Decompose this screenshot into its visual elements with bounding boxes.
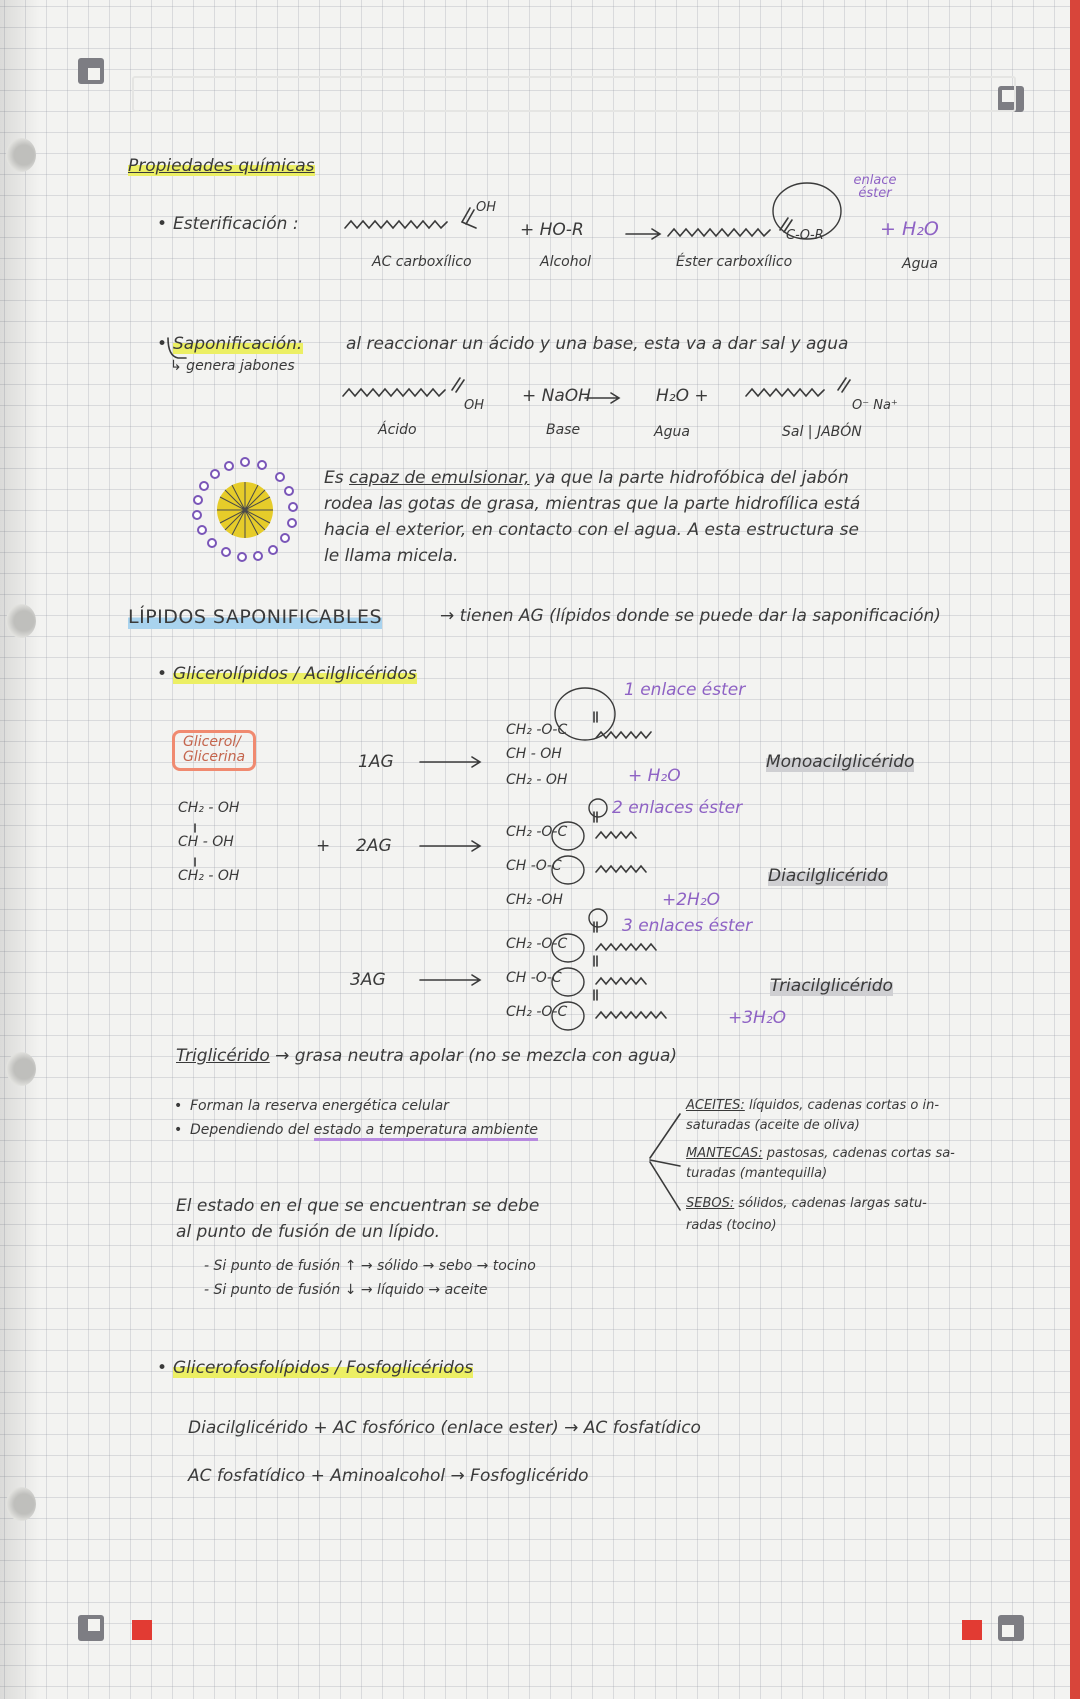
estado-line-1: El estado en el que se encuentran se debe (176, 1196, 540, 1216)
caption-salt: Sal | JABÓN (782, 424, 862, 440)
mono-struct-row: CH₂ - OH (506, 772, 568, 788)
mantecas-line-1: MANTECAS: pastosas, cadenas cortas sa- (686, 1146, 955, 1161)
micela-line-1: Es capaz de emulsionar, ya que la parte hidrofóbica del jabón (324, 468, 849, 488)
glicerolipidos-heading: • Glicerolípidos / Acilglicéridos (173, 664, 417, 684)
lipidos-heading: LÍPIDOS SAPONIFICABLES (128, 606, 383, 628)
caption-water: Agua (654, 424, 690, 440)
enlace-3-label: 3 enlaces éster (622, 916, 753, 936)
fatty-chain-zigzag (596, 732, 651, 738)
fatty-chain-zigzag (345, 221, 447, 228)
fusion-down: - Si punto de fusión ↓ → líquido → aceite (204, 1282, 488, 1298)
sodium-salt-group: O⁻ Na⁺ (852, 398, 898, 413)
sebos-line-2: radas (tocino) (686, 1218, 777, 1233)
arrow-right-icon (420, 841, 480, 851)
arrow-right-icon (626, 229, 660, 239)
enlace-2-label: 2 enlaces éster (612, 798, 743, 818)
mantecas-line-2: turadas (mantequilla) (686, 1166, 828, 1181)
fatty-chain-zigzag (746, 389, 824, 396)
water-2-label: +2H₂O (662, 890, 721, 910)
water-plus: H₂O + (656, 386, 709, 406)
di-struct-row: CH -O-C (506, 858, 562, 874)
mono-struct-row: CH₂ -O-C (506, 722, 568, 738)
caption-acid: AC carboxílico (372, 254, 472, 270)
caption-alcohol: Alcohol (540, 254, 592, 270)
fatty-chain-zigzag (596, 866, 646, 872)
trigliceridos-lead: Triglicérido → grasa neutra apolar (no se mezcla con agua) (176, 1046, 678, 1066)
plus-alcohol: + HO-R (520, 220, 584, 240)
esterificacion-label: • Esterificación : (173, 214, 299, 234)
lipidos-desc: → tienen AG (lípidos donde se puede dar la saponificación) (440, 606, 941, 626)
fatty-chain-zigzag (596, 944, 656, 950)
oh-group: OH (476, 200, 497, 215)
glicerol-struct-row: CH - OH (178, 834, 234, 850)
glicerol-label: Glicerol/ Glicerina (172, 730, 256, 771)
fosfo-line-2: AC fosfatídico + Aminoalcohol → Fosfoglicérido (188, 1466, 589, 1486)
caption-water: Agua (902, 256, 938, 272)
fatty-chain-zigzag (668, 229, 770, 236)
mono-name: Monoacilglicérido (766, 752, 915, 772)
page-title: Propiedades químicas (128, 156, 315, 176)
saponificacion-desc: al reaccionar un ácido y una base, esta va a dar sal y agua (346, 334, 849, 354)
glicerol-struct-row: CH₂ - OH (178, 868, 240, 884)
tri-struct-row: CH -O-C (506, 970, 562, 986)
trigliceridos-bullet-2: • Dependiendo del estado a temperatura ambiente (190, 1122, 538, 1139)
di-struct-row: CH₂ -O-C (506, 824, 568, 840)
saponificacion-label: • Saponificación: (173, 334, 303, 354)
plus-water: + H₂O (880, 218, 939, 240)
ester-group: C-O-R (786, 228, 824, 243)
enlace-ester-label: enlace éster (853, 173, 897, 201)
tri-struct-row: CH₂ -O-C (506, 936, 568, 952)
plus-naoh: + NaOH (522, 386, 591, 406)
aceites-line-2: saturadas (aceite de oliva) (686, 1118, 860, 1133)
fatty-chain-zigzag (596, 978, 646, 984)
micela-line-3: hacia el exterior, en contacto con el agua. A esta estructura se (324, 520, 859, 540)
oh-group: OH (464, 398, 485, 413)
genera-jabones: ↳ genera jabones (170, 358, 295, 374)
ag-label-2: 2AG (356, 836, 392, 856)
fosfo-line-1: Diacilglicérido + AC fosfórico (enlace ester) → AC fosfatídico (188, 1418, 701, 1438)
ag-label-3: 3AG (350, 970, 386, 990)
glicerol-struct-row: CH₂ - OH (178, 800, 240, 816)
fatty-chain-zigzag (596, 1012, 666, 1018)
estado-line-2: al punto de fusión de un lípido. (176, 1222, 441, 1242)
micela-line-2: rodea las gotas de grasa, mientras que la parte hidrofílica está (324, 494, 861, 514)
aceites-line-1: ACEITES: líquidos, cadenas cortas o in- (686, 1098, 940, 1113)
caption-ester: Éster carboxílico (676, 254, 793, 270)
arrow-right-icon (420, 975, 480, 985)
di-name: Diacilglicérido (768, 866, 888, 886)
enlace-1-label: 1 enlace éster (624, 680, 746, 700)
micela-line-4: le llama micela. (324, 546, 459, 566)
caption-acid: Ácido (378, 422, 417, 438)
di-struct-row: CH₂ -OH (506, 892, 563, 908)
fatty-chain-zigzag (343, 389, 445, 396)
micelle-icon (193, 458, 297, 561)
ag-label-1: 1AG (358, 752, 394, 772)
mono-struct-row: CH - OH (506, 746, 562, 762)
water-3-label: +3H₂O (728, 1008, 787, 1028)
tri-struct-row: CH₂ -O-C (506, 1004, 568, 1020)
fatty-chain-zigzag (596, 832, 636, 838)
water-1-label: + H₂O (628, 766, 681, 786)
tri-name: Triacilglicérido (770, 976, 893, 996)
arrow-right-icon (420, 757, 480, 767)
trigliceridos-bullet-1: • Forman la reserva energética celular (190, 1098, 449, 1115)
sebos-line-1: SEBOS: sólidos, cadenas largas satu- (686, 1196, 927, 1211)
glicerofosfolipidos-heading: • Glicerofosfolípidos / Fosfoglicéridos (173, 1358, 473, 1378)
plus-sign: + (316, 836, 331, 856)
fusion-up: - Si punto de fusión ↑ → sólido → sebo → tocino (204, 1258, 536, 1274)
caption-base: Base (546, 422, 581, 438)
